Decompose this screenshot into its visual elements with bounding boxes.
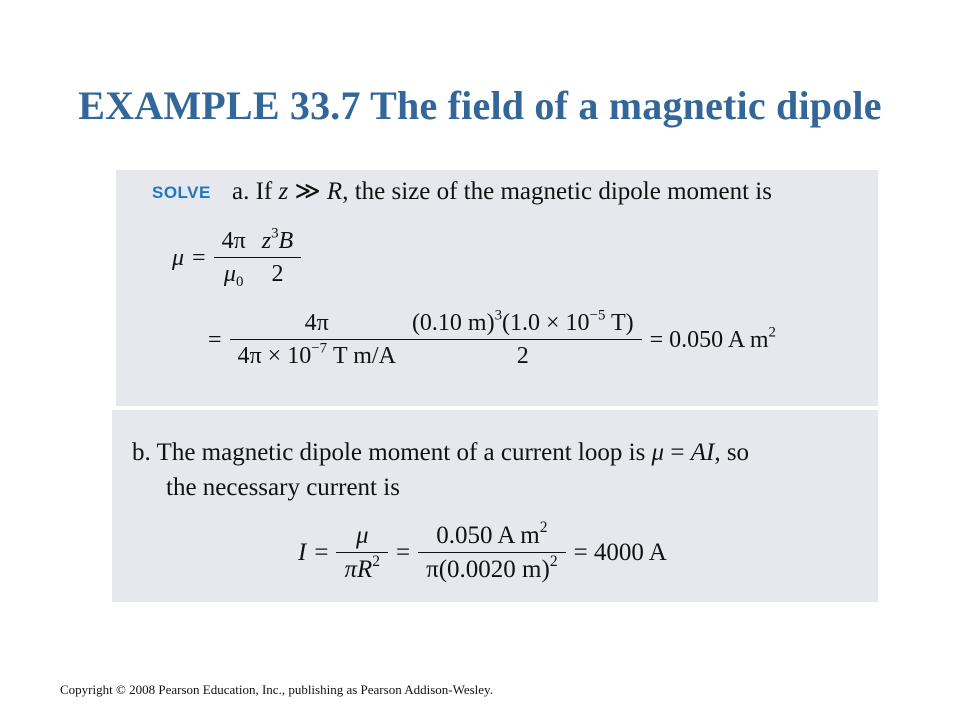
part-b-line-2: the necessary current is bbox=[166, 474, 400, 501]
slide-title: EXAMPLE 33.7 The field of a magnetic dipole bbox=[78, 83, 882, 128]
fraction-z3B-over-2: $\frac{z^3B}{2}$ bbox=[258, 228, 297, 288]
part-b-line-1: b. The magnetic dipole moment of a current loop is μ = AI, so bbox=[132, 439, 750, 466]
solution-part-a-panel bbox=[116, 170, 878, 406]
fraction-4pi-over-mu0: $\frac{4\pi}{\mu_0}$ bbox=[218, 228, 250, 288]
current-result: = 4000 A bbox=[573, 539, 667, 566]
dipole-moment-formula: μ = $\frac{4\pi}{\mu_0}$ $\frac{z^3B}{2}$ bbox=[172, 228, 301, 288]
solution-part-b-panel bbox=[112, 410, 878, 602]
fraction-mu-over-piR2: $\frac{\mu}{\pi R^2}$ bbox=[340, 522, 384, 584]
fraction-values: $\frac{0.050 A m^2}{\pi(0.0020 m)^2}$ bbox=[422, 522, 561, 584]
fraction-z3B-values-over-2: $\frac{(0.10 m)^3(1.0 \times 10^{-5} T)}{2}$ bbox=[408, 310, 638, 370]
dipole-moment-calculation: = $\frac{4\pi}{4\pi \times 10^{-7} T m/A}$ $\frac{(0.10 m)^3(1.0 \times 10^{-5} T)}{2}$ = 0.050 A $m^2$ bbox=[208, 307, 776, 369]
fraction-4pi-over-4pi-e-7: $\frac{4\pi}{4\pi \times 10^{-7} T m/A}$ bbox=[234, 310, 400, 370]
current-calculation: I = $\frac{\mu}{\pi R^2}$ = $\frac{0.050 A m^2}{\pi(0.0020 m)^2}$ = 4000 A bbox=[298, 519, 667, 583]
part-a-intro: a. If z ≫ R, the size of the magnetic dipole moment is bbox=[232, 176, 772, 205]
copyright-notice: Copyright © 2008 Pearson Education, Inc., publishing as Pearson Addison-Wesley. bbox=[60, 682, 493, 697]
dipole-moment-result: = 0.050 A $m^2$ bbox=[649, 324, 776, 353]
solve-label: SOLVE bbox=[152, 183, 211, 202]
